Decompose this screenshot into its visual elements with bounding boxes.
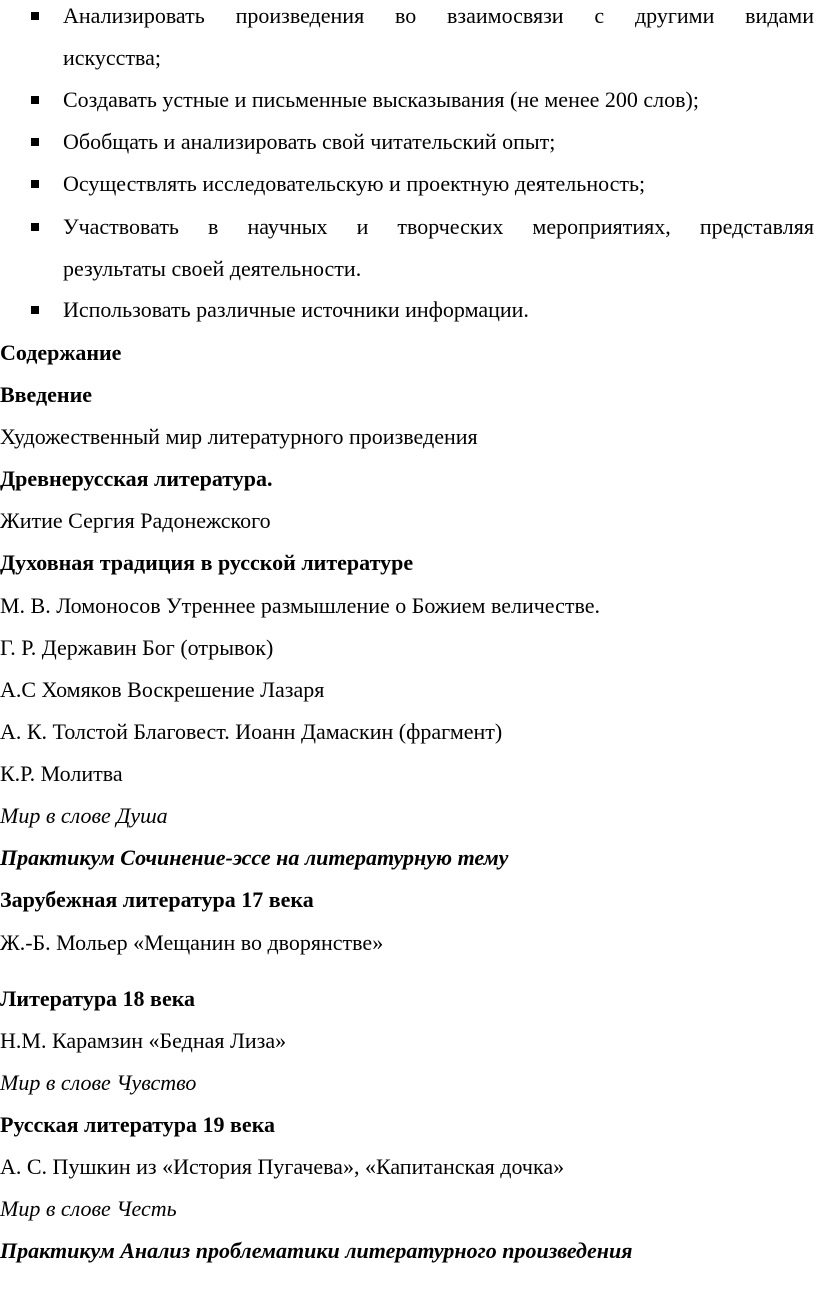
- square-bullet-icon: [31, 306, 39, 314]
- content-line: А. С. Пушкин из «История Пугачева», «Капитанская дочка»: [0, 1154, 565, 1179]
- practicum-heading: Практикум Анализ проблематики литературного произведения: [0, 1238, 633, 1263]
- content-line: М. В. Ломоносов Утреннее размышление о Божием величестве.: [0, 593, 601, 618]
- content-line: А.С Хомяков Воскрешение Лазаря: [0, 677, 325, 702]
- section-heading: Литература 18 века: [0, 986, 196, 1011]
- italic-subheading: Мир в слове Чувство: [0, 1070, 197, 1095]
- practicum-heading: Практикум Сочинение-эссе на литературную тему: [0, 845, 509, 870]
- content-line: Г. Р. Державин Бог (отрывок): [0, 635, 274, 660]
- content-line: Художественный мир литературного произведения: [0, 424, 478, 449]
- list-item-text: Обобщать и анализировать свой читательский опыт;: [63, 129, 556, 154]
- section-heading: Введение: [0, 382, 93, 407]
- section-heading: Древнерусская литература.: [0, 466, 273, 491]
- content-line: Житие Сергия Радонежского: [0, 508, 271, 533]
- content-line: А. К. Толстой Благовест. Иоанн Дамаскин (фрагмент): [0, 719, 503, 744]
- section-heading: Зарубежная литература 17 века: [0, 887, 314, 912]
- list-item-text: Анализировать произведения во взаимосвязи с другими видами: [63, 3, 814, 28]
- square-bullet-icon: [31, 96, 39, 104]
- list-item-text: искусства;: [63, 45, 162, 70]
- italic-subheading: Мир в слове Душа: [0, 803, 168, 828]
- list-item-text: Осуществлять исследовательскую и проектную деятельность;: [63, 171, 646, 196]
- section-heading: Духовная традиция в русской литературе: [0, 550, 414, 575]
- square-bullet-icon: [31, 180, 39, 188]
- square-bullet-icon: [31, 223, 39, 231]
- italic-subheading: Мир в слове Честь: [0, 1196, 177, 1221]
- list-item-text: Участвовать в научных и творческих мероприятиях, представляя: [63, 214, 814, 239]
- content-line: Н.М. Карамзин «Бедная Лиза»: [0, 1028, 287, 1053]
- square-bullet-icon: [31, 12, 39, 20]
- contents-heading: Содержание: [0, 340, 122, 365]
- list-item-text: Использовать различные источники информации.: [63, 297, 529, 322]
- list-item-text: Создавать устные и письменные высказывания (не менее 200 слов);: [63, 87, 699, 112]
- section-heading: Русская литература 19 века: [0, 1112, 276, 1137]
- square-bullet-icon: [31, 138, 39, 146]
- content-line: Ж.-Б. Мольер «Мещанин во дворянстве»: [0, 930, 384, 955]
- content-line: К.Р. Молитва: [0, 761, 123, 786]
- list-item-text: результаты своей деятельности.: [63, 256, 362, 281]
